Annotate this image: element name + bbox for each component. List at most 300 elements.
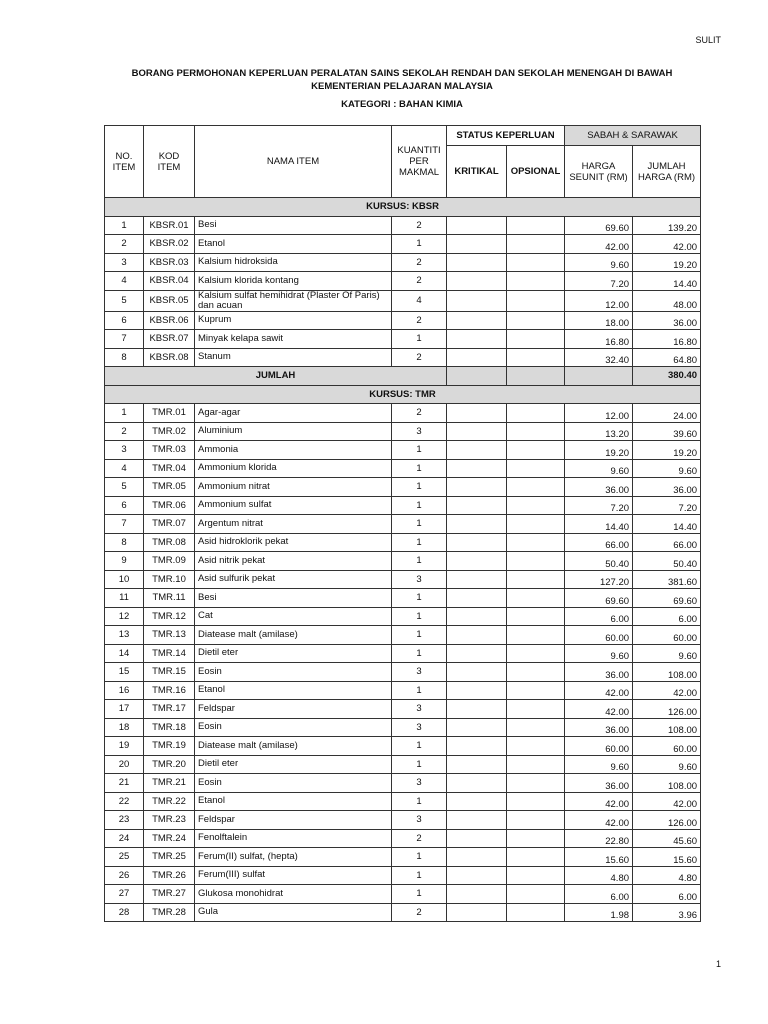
total-price-cell: 39.60 bbox=[633, 422, 701, 441]
classification-label: SULIT bbox=[695, 35, 721, 45]
item-name-cell: Stanum bbox=[195, 348, 392, 367]
kritikal-cell bbox=[447, 903, 507, 922]
quantity-cell: 2 bbox=[392, 903, 447, 922]
unit-price-cell: 42.00 bbox=[565, 792, 633, 811]
item-no-cell: 1 bbox=[105, 404, 144, 423]
unit-price-cell: 7.20 bbox=[565, 272, 633, 291]
item-name-cell: Fenolftalein bbox=[195, 829, 392, 848]
item-no-cell: 12 bbox=[105, 607, 144, 626]
table-row bbox=[105, 533, 701, 552]
table-row bbox=[105, 422, 701, 441]
item-no-cell: 28 bbox=[105, 903, 144, 922]
opsional-cell bbox=[507, 552, 565, 571]
item-code-cell: TMR.28 bbox=[144, 903, 195, 922]
kritikal-cell bbox=[447, 829, 507, 848]
quantity-cell: 1 bbox=[392, 737, 447, 756]
item-name-cell: Dietil eter bbox=[195, 644, 392, 663]
kritikal-cell bbox=[447, 848, 507, 867]
total-price-cell: 9.60 bbox=[633, 644, 701, 663]
quantity-cell: 2 bbox=[392, 404, 447, 423]
unit-price-cell: 42.00 bbox=[565, 681, 633, 700]
opsional-cell bbox=[507, 848, 565, 867]
quantity-cell: 1 bbox=[392, 885, 447, 904]
table-row bbox=[105, 626, 701, 645]
kritikal-cell bbox=[447, 644, 507, 663]
table-row bbox=[105, 681, 701, 700]
item-name-cell: Feldspar bbox=[195, 811, 392, 830]
item-code-cell: KBSR.03 bbox=[144, 253, 195, 272]
total-row bbox=[105, 367, 701, 386]
opsional-cell bbox=[507, 216, 565, 235]
kbsr-section bbox=[105, 198, 701, 367]
item-no-cell: 14 bbox=[105, 644, 144, 663]
kritikal-cell bbox=[447, 311, 507, 330]
title-line-1: BORANG PERMOHONAN KEPERLUAN PERALATAN SAINS SEKOLAH RENDAH DAN SEKOLAH MENENGAH DI BAWAH bbox=[131, 68, 673, 79]
table-row bbox=[105, 441, 701, 460]
header-kod-item: KOD ITEM bbox=[144, 126, 195, 198]
quantity-cell: 1 bbox=[392, 755, 447, 774]
header-status-keperluan: STATUS KEPERLUAN bbox=[447, 126, 565, 146]
table-row bbox=[105, 459, 701, 478]
opsional-cell bbox=[507, 866, 565, 885]
quantity-cell: 2 bbox=[392, 348, 447, 367]
total-price-cell: 14.40 bbox=[633, 272, 701, 291]
unit-price-cell: 7.20 bbox=[565, 496, 633, 515]
item-name-cell: Asid hidroklorik pekat bbox=[195, 533, 392, 552]
item-no-cell: 6 bbox=[105, 311, 144, 330]
total-price-cell: 69.60 bbox=[633, 589, 701, 608]
total-price-cell: 7.20 bbox=[633, 496, 701, 515]
item-no-cell: 4 bbox=[105, 272, 144, 291]
opsional-cell bbox=[507, 755, 565, 774]
item-code-cell: KBSR.06 bbox=[144, 311, 195, 330]
total-price-cell: 14.40 bbox=[633, 515, 701, 534]
item-no-cell: 16 bbox=[105, 681, 144, 700]
kritikal-cell bbox=[447, 404, 507, 423]
item-code-cell: TMR.17 bbox=[144, 700, 195, 719]
item-no-cell: 20 bbox=[105, 755, 144, 774]
opsional-cell bbox=[507, 348, 565, 367]
opsional-cell bbox=[507, 663, 565, 682]
table-row bbox=[105, 792, 701, 811]
item-code-cell: TMR.23 bbox=[144, 811, 195, 830]
kritikal-cell bbox=[447, 737, 507, 756]
table-row bbox=[105, 903, 701, 922]
item-code-cell: TMR.20 bbox=[144, 755, 195, 774]
total-price-cell: 42.00 bbox=[633, 681, 701, 700]
kritikal-cell bbox=[447, 811, 507, 830]
unit-price-cell: 16.80 bbox=[565, 330, 633, 349]
quantity-cell: 1 bbox=[392, 459, 447, 478]
item-code-cell: TMR.24 bbox=[144, 829, 195, 848]
table-row bbox=[105, 663, 701, 682]
section-title-tmr: KURSUS: TMR bbox=[105, 385, 701, 404]
item-name-cell: Ammonium nitrat bbox=[195, 478, 392, 497]
header-kuantiti: KUANTITI PER MAKMAL bbox=[392, 126, 447, 198]
item-no-cell: 13 bbox=[105, 626, 144, 645]
unit-price-cell: 9.60 bbox=[565, 459, 633, 478]
item-code-cell: TMR.27 bbox=[144, 885, 195, 904]
kritikal-cell bbox=[447, 235, 507, 254]
unit-price-cell: 13.20 bbox=[565, 422, 633, 441]
item-name-cell: Diatease malt (amilase) bbox=[195, 737, 392, 756]
unit-price-cell: 19.20 bbox=[565, 441, 633, 460]
total-value: 380.40 bbox=[633, 367, 701, 386]
item-code-cell: TMR.10 bbox=[144, 570, 195, 589]
quantity-cell: 3 bbox=[392, 570, 447, 589]
kritikal-cell bbox=[447, 626, 507, 645]
item-name-cell: Asid nitrik pekat bbox=[195, 552, 392, 571]
table-row bbox=[105, 718, 701, 737]
opsional-cell bbox=[507, 829, 565, 848]
table-row bbox=[105, 848, 701, 867]
total-price-cell: 66.00 bbox=[633, 533, 701, 552]
unit-price-cell: 18.00 bbox=[565, 311, 633, 330]
total-price-cell: 126.00 bbox=[633, 700, 701, 719]
item-code-cell: TMR.04 bbox=[144, 459, 195, 478]
unit-price-cell: 60.00 bbox=[565, 626, 633, 645]
quantity-cell: 3 bbox=[392, 422, 447, 441]
item-code-cell: KBSR.08 bbox=[144, 348, 195, 367]
quantity-cell: 1 bbox=[392, 848, 447, 867]
kritikal-cell bbox=[447, 272, 507, 291]
quantity-cell: 1 bbox=[392, 792, 447, 811]
item-no-cell: 27 bbox=[105, 885, 144, 904]
unit-price-cell: 36.00 bbox=[565, 663, 633, 682]
item-name-cell: Ferum(II) sulfat, (hepta) bbox=[195, 848, 392, 867]
item-code-cell: KBSR.05 bbox=[144, 290, 195, 311]
opsional-cell bbox=[507, 570, 565, 589]
quantity-cell: 2 bbox=[392, 272, 447, 291]
item-code-cell: KBSR.02 bbox=[144, 235, 195, 254]
item-name-cell: Eosin bbox=[195, 663, 392, 682]
item-name-cell: Kalsium klorida kontang bbox=[195, 272, 392, 291]
unit-price-cell: 69.60 bbox=[565, 216, 633, 235]
quantity-cell: 1 bbox=[392, 866, 447, 885]
unit-price-cell: 6.00 bbox=[565, 885, 633, 904]
unit-price-cell: 127.20 bbox=[565, 570, 633, 589]
item-no-cell: 7 bbox=[105, 515, 144, 534]
unit-price-cell: 32.40 bbox=[565, 348, 633, 367]
quantity-cell: 1 bbox=[392, 589, 447, 608]
opsional-cell bbox=[507, 607, 565, 626]
unit-price-cell: 9.60 bbox=[565, 253, 633, 272]
item-name-cell: Aluminium bbox=[195, 422, 392, 441]
table-row bbox=[105, 552, 701, 571]
unit-price-cell: 36.00 bbox=[565, 774, 633, 793]
item-no-cell: 26 bbox=[105, 866, 144, 885]
item-no-cell: 7 bbox=[105, 330, 144, 349]
opsional-cell bbox=[507, 700, 565, 719]
unit-price-cell: 12.00 bbox=[565, 290, 633, 311]
opsional-cell bbox=[507, 885, 565, 904]
opsional-cell bbox=[507, 290, 565, 311]
opsional-cell bbox=[507, 737, 565, 756]
section-header-kbsr bbox=[105, 198, 701, 217]
table-row bbox=[105, 496, 701, 515]
total-price-cell: 64.80 bbox=[633, 348, 701, 367]
kritikal-cell bbox=[447, 552, 507, 571]
total-price-cell: 19.20 bbox=[633, 253, 701, 272]
item-code-cell: TMR.25 bbox=[144, 848, 195, 867]
total-price-cell: 36.00 bbox=[633, 478, 701, 497]
table-row bbox=[105, 253, 701, 272]
quantity-cell: 1 bbox=[392, 626, 447, 645]
kritikal-cell bbox=[447, 681, 507, 700]
total-price-cell: 126.00 bbox=[633, 811, 701, 830]
quantity-cell: 1 bbox=[392, 644, 447, 663]
kritikal-cell bbox=[447, 663, 507, 682]
item-name-cell: Kalsium hidroksida bbox=[195, 253, 392, 272]
item-code-cell: KBSR.07 bbox=[144, 330, 195, 349]
kritikal-cell bbox=[447, 253, 507, 272]
item-no-cell: 19 bbox=[105, 737, 144, 756]
opsional-cell bbox=[507, 589, 565, 608]
kbsr-total-section bbox=[105, 367, 701, 386]
kritikal-cell bbox=[447, 422, 507, 441]
kritikal-cell bbox=[447, 589, 507, 608]
opsional-cell bbox=[507, 311, 565, 330]
header-harga-seunit: HARGA SEUNIT (RM) bbox=[565, 146, 633, 198]
total-price-cell: 139.20 bbox=[633, 216, 701, 235]
item-no-cell: 15 bbox=[105, 663, 144, 682]
unit-price-cell: 1.98 bbox=[565, 903, 633, 922]
opsional-cell bbox=[507, 253, 565, 272]
item-name-cell: Gula bbox=[195, 903, 392, 922]
item-name-cell: Besi bbox=[195, 589, 392, 608]
kritikal-cell bbox=[447, 441, 507, 460]
opsional-cell bbox=[507, 903, 565, 922]
quantity-cell: 3 bbox=[392, 774, 447, 793]
header-opsional: OPSIONAL bbox=[507, 146, 565, 198]
kritikal-cell bbox=[447, 866, 507, 885]
opsional-cell bbox=[507, 478, 565, 497]
item-name-cell: Diatease malt (amilase) bbox=[195, 626, 392, 645]
table-row bbox=[105, 478, 701, 497]
total-price-cell: 36.00 bbox=[633, 311, 701, 330]
item-no-cell: 21 bbox=[105, 774, 144, 793]
quantity-cell: 1 bbox=[392, 552, 447, 571]
header-jumlah-harga: JUMLAH HARGA (RM) bbox=[633, 146, 701, 198]
items-table bbox=[104, 125, 701, 922]
item-code-cell: TMR.03 bbox=[144, 441, 195, 460]
table-row bbox=[105, 272, 701, 291]
quantity-cell: 1 bbox=[392, 235, 447, 254]
item-code-cell: TMR.16 bbox=[144, 681, 195, 700]
item-code-cell: TMR.05 bbox=[144, 478, 195, 497]
item-no-cell: 22 bbox=[105, 792, 144, 811]
total-price-cell: 19.20 bbox=[633, 441, 701, 460]
opsional-cell bbox=[507, 792, 565, 811]
opsional-cell bbox=[507, 272, 565, 291]
kritikal-cell bbox=[447, 330, 507, 349]
table-row bbox=[105, 216, 701, 235]
item-name-cell: Eosin bbox=[195, 774, 392, 793]
table-row bbox=[105, 866, 701, 885]
total-label: JUMLAH bbox=[105, 367, 447, 386]
item-code-cell: TMR.02 bbox=[144, 422, 195, 441]
unit-price-cell: 15.60 bbox=[565, 848, 633, 867]
unit-price-cell: 42.00 bbox=[565, 235, 633, 254]
opsional-cell bbox=[507, 626, 565, 645]
total-price-cell: 16.80 bbox=[633, 330, 701, 349]
item-name-cell: Ammonium sulfat bbox=[195, 496, 392, 515]
total-price-cell: 45.60 bbox=[633, 829, 701, 848]
item-code-cell: TMR.18 bbox=[144, 718, 195, 737]
kritikal-cell bbox=[447, 348, 507, 367]
table-row bbox=[105, 311, 701, 330]
opsional-cell bbox=[507, 515, 565, 534]
kritikal-cell bbox=[447, 700, 507, 719]
total-price-cell: 381.60 bbox=[633, 570, 701, 589]
item-code-cell: TMR.09 bbox=[144, 552, 195, 571]
item-no-cell: 4 bbox=[105, 459, 144, 478]
unit-price-cell: 14.40 bbox=[565, 515, 633, 534]
item-no-cell: 24 bbox=[105, 829, 144, 848]
total-price-cell: 24.00 bbox=[633, 404, 701, 423]
item-name-cell: Argentum nitrat bbox=[195, 515, 392, 534]
item-no-cell: 17 bbox=[105, 700, 144, 719]
item-no-cell: 5 bbox=[105, 290, 144, 311]
item-code-cell: TMR.07 bbox=[144, 515, 195, 534]
kritikal-cell bbox=[447, 792, 507, 811]
unit-price-cell: 60.00 bbox=[565, 737, 633, 756]
item-name-cell: Besi bbox=[195, 216, 392, 235]
item-code-cell: TMR.21 bbox=[144, 774, 195, 793]
total-price-cell: 9.60 bbox=[633, 755, 701, 774]
item-code-cell: TMR.22 bbox=[144, 792, 195, 811]
item-code-cell: TMR.14 bbox=[144, 644, 195, 663]
total-price-cell: 9.60 bbox=[633, 459, 701, 478]
total-price-cell: 4.80 bbox=[633, 866, 701, 885]
unit-price-cell: 9.60 bbox=[565, 644, 633, 663]
title-line-2: KEMENTERIAN PELAJARAN MALAYSIA bbox=[311, 81, 493, 92]
item-name-cell: Asid sulfurik pekat bbox=[195, 570, 392, 589]
total-price-cell: 6.00 bbox=[633, 607, 701, 626]
opsional-cell bbox=[507, 533, 565, 552]
quantity-cell: 1 bbox=[392, 496, 447, 515]
total-price-cell: 3.96 bbox=[633, 903, 701, 922]
table-row bbox=[105, 700, 701, 719]
item-name-cell: Minyak kelapa sawit bbox=[195, 330, 392, 349]
kritikal-cell bbox=[447, 515, 507, 534]
total-price-cell: 60.00 bbox=[633, 737, 701, 756]
document-title bbox=[104, 67, 700, 93]
kritikal-cell bbox=[447, 774, 507, 793]
item-no-cell: 5 bbox=[105, 478, 144, 497]
unit-price-cell: 9.60 bbox=[565, 755, 633, 774]
table-row bbox=[105, 737, 701, 756]
table-row bbox=[105, 290, 701, 311]
item-name-cell: Cat bbox=[195, 607, 392, 626]
opsional-cell bbox=[507, 774, 565, 793]
quantity-cell: 1 bbox=[392, 478, 447, 497]
quantity-cell: 2 bbox=[392, 829, 447, 848]
quantity-cell: 1 bbox=[392, 441, 447, 460]
table-row bbox=[105, 885, 701, 904]
item-code-cell: TMR.13 bbox=[144, 626, 195, 645]
total-price-cell: 108.00 bbox=[633, 718, 701, 737]
kritikal-cell bbox=[447, 533, 507, 552]
table-row bbox=[105, 829, 701, 848]
quantity-cell: 3 bbox=[392, 700, 447, 719]
opsional-cell bbox=[507, 681, 565, 700]
page-number: 1 bbox=[715, 959, 721, 969]
quantity-cell: 3 bbox=[392, 811, 447, 830]
total-price-cell: 60.00 bbox=[633, 626, 701, 645]
header-kritikal: KRITIKAL bbox=[447, 146, 507, 198]
item-code-cell: TMR.19 bbox=[144, 737, 195, 756]
kritikal-cell bbox=[447, 755, 507, 774]
opsional-cell bbox=[507, 459, 565, 478]
item-code-cell: TMR.15 bbox=[144, 663, 195, 682]
item-name-cell: Etanol bbox=[195, 681, 392, 700]
table-row bbox=[105, 570, 701, 589]
total-empty-cell bbox=[507, 367, 565, 386]
quantity-cell: 1 bbox=[392, 330, 447, 349]
item-code-cell: TMR.06 bbox=[144, 496, 195, 515]
opsional-cell bbox=[507, 330, 565, 349]
table-row bbox=[105, 515, 701, 534]
item-code-cell: KBSR.01 bbox=[144, 216, 195, 235]
header-nama-item: NAMA ITEM bbox=[195, 126, 392, 198]
item-no-cell: 2 bbox=[105, 422, 144, 441]
item-no-cell: 18 bbox=[105, 718, 144, 737]
kritikal-cell bbox=[447, 885, 507, 904]
section-header-tmr bbox=[105, 385, 701, 404]
tmr-section bbox=[105, 385, 701, 922]
kritikal-cell bbox=[447, 216, 507, 235]
header-no-item: NO. ITEM bbox=[105, 126, 144, 198]
item-code-cell: TMR.12 bbox=[144, 607, 195, 626]
item-name-cell: Feldspar bbox=[195, 700, 392, 719]
opsional-cell bbox=[507, 422, 565, 441]
table-row bbox=[105, 644, 701, 663]
quantity-cell: 2 bbox=[392, 311, 447, 330]
unit-price-cell: 42.00 bbox=[565, 811, 633, 830]
quantity-cell: 1 bbox=[392, 533, 447, 552]
table-row bbox=[105, 348, 701, 367]
item-name-cell: Kuprum bbox=[195, 311, 392, 330]
table-row bbox=[105, 330, 701, 349]
quantity-cell: 1 bbox=[392, 607, 447, 626]
item-no-cell: 8 bbox=[105, 348, 144, 367]
total-price-cell: 42.00 bbox=[633, 235, 701, 254]
item-name-cell: Eosin bbox=[195, 718, 392, 737]
item-no-cell: 3 bbox=[105, 441, 144, 460]
unit-price-cell: 69.60 bbox=[565, 589, 633, 608]
item-code-cell: KBSR.04 bbox=[144, 272, 195, 291]
table-row bbox=[105, 404, 701, 423]
item-no-cell: 1 bbox=[105, 216, 144, 235]
unit-price-cell: 6.00 bbox=[565, 607, 633, 626]
total-empty-cell bbox=[565, 367, 633, 386]
quantity-cell: 2 bbox=[392, 253, 447, 272]
unit-price-cell: 50.40 bbox=[565, 552, 633, 571]
table-row bbox=[105, 607, 701, 626]
item-code-cell: TMR.01 bbox=[144, 404, 195, 423]
item-name-cell: Agar-agar bbox=[195, 404, 392, 423]
unit-price-cell: 12.00 bbox=[565, 404, 633, 423]
kritikal-cell bbox=[447, 607, 507, 626]
opsional-cell bbox=[507, 644, 565, 663]
item-name-cell: Ammonia bbox=[195, 441, 392, 460]
quantity-cell: 3 bbox=[392, 718, 447, 737]
kritikal-cell bbox=[447, 290, 507, 311]
section-title-kbsr: KURSUS: KBSR bbox=[105, 198, 701, 217]
quantity-cell: 1 bbox=[392, 681, 447, 700]
item-no-cell: 2 bbox=[105, 235, 144, 254]
